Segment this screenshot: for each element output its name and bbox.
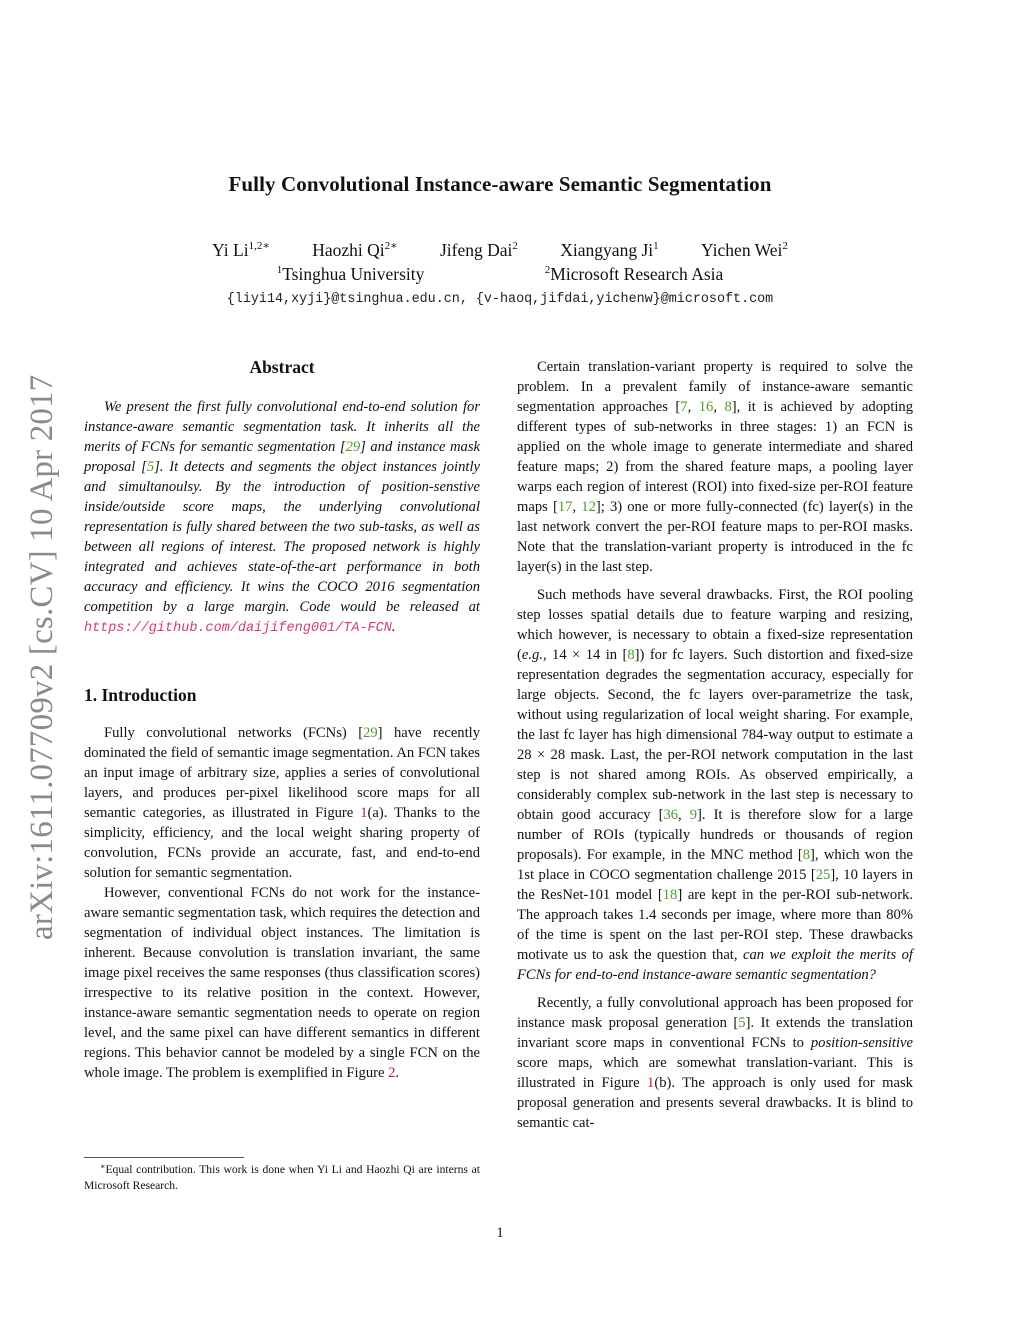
paragraph: However, conventional FCNs do not work for the instance-aware semantic segmentation task, which requires the detection and segmentation of individual object instances. The limitation is inherent. Because convolution is translation invariant, the same image pixel receives the same responses (thus classification scores) irrespective to its relative position in the context. However, instance-aware semantic segmentation needs to operate on region level, and the same pixel can have different semantics in different regions. This behavior cannot be modeled by a single FCN on the whole image. The problem is exemplified in Figure 2. — [84, 885, 480, 1081]
author-emails: {liyi14,xyji}@tsinghua.edu.cn, {v-haoq,jifdai,yichenw}@microsoft.com — [226, 292, 774, 307]
footnote-rule — [84, 1157, 244, 1158]
key-question: can we exploit the merits of FCNs for end-to-end instance-aware semantic segmentation? — [517, 947, 913, 983]
paragraph: Certain translation-variant property is required to solve the problem. In a prevalent family of instance-aware semantic segmentation approaches [7, 16, 8], it is achieved by adopting different types of sub-networks in three stages: 1) an FCN is applied on the whole image to generate intermediate and shared feature maps; 2) from the shared feature maps, a pooling layer warps each region of interest (ROI) into fixed-size per-ROI feature maps [17, 12]; 3) one or more fully-connected (fc) layer(s) in the last network convert the per-ROI feature maps to per-ROI masks. Note that the translation-variant property is introduced in the fc layer(s) in the last step. — [517, 359, 914, 575]
citation-link[interactable]: 36 — [663, 807, 679, 823]
affiliation-list — [0, 264, 1000, 285]
footnote: ∗Equal contribution. This work is done when Yi Li and Haozhi Qi are interns at Microsoft Research. — [84, 1162, 480, 1192]
abstract-heading: Abstract — [249, 357, 315, 377]
abstract-text: We present the first fully convolutional end-to-end solution for instance-aware semantic segmentation task. It inherits all the merits of FCNs for semantic segmentation [29] and instance mask proposal [5]. It detects and segments the object instances jointly and simultanoulsy. By the introduction of position-senstive inside/outside score maps, the underlying convolutional representation is fully shared between the two sub-tasks, as well as between all regions of interest. The proposed network is highly integrated and achieves state-of-the-art performance in both accuracy and efficiency. It wins the COCO 2016 segmentation competition by a large margin. Code would be released at https://github.com/daijifeng001/TA-FCN. — [84, 399, 480, 636]
citation-link[interactable]: 8 — [724, 399, 732, 415]
code-url-link[interactable]: https://github.com/daijifeng001/TA-FCN — [84, 621, 392, 636]
citation-link[interactable]: 17 — [557, 499, 573, 515]
citation-link[interactable]: 29 — [345, 439, 361, 455]
author: Jifeng Dai$^2$ — [439, 240, 518, 260]
citation-link[interactable]: 12 — [581, 499, 596, 515]
arxiv-stamp: arXiv:1611.07709v2 [cs.CV] 10 Apr 2017 — [24, 374, 60, 940]
right-column — [517, 357, 913, 1133]
left-column — [84, 355, 480, 1083]
section-heading-introduction: 1. Introduction — [84, 685, 197, 705]
paper-title: Fully Convolutional Instance-aware Semantic Segmentation — [228, 172, 772, 196]
affiliation: $^2$Microsoft Research Asia — [544, 264, 724, 284]
citation-link[interactable]: 9 — [689, 807, 698, 823]
citation-link[interactable]: 7 — [680, 399, 688, 415]
author: Haozhi $Qi^{2∗}$ — [312, 240, 398, 260]
paragraph: Recently, a fully convolutional approach has been proposed for instance mask proposal generation [5]. It extends the translation invariant score maps in conventional FCNs to position-sensitive score maps, which are somewhat translation-variant. This is illustrated in Figure 1(b). The approach is only used for mask proposal generation and presents several drawbacks. It is blind to semantic cat- — [517, 995, 913, 1131]
author: Xiangyang Ji$^1$ — [560, 240, 659, 260]
paragraph: Fully convolutional networks (FCNs) [29] have recently dominated the field of semantic image segmentation. An FCN takes an input image of arbitrary size, applies a series of convolutional layers, and produces per-pixel likelihood score maps for all semantic categories, as illustrated in Figure 1(a). Thanks to the simplicity, efficiency, and the local weight sharing property of convolution, FCNs provide an accurate, fast, and end-to-end solution for semantic segmentation. — [84, 725, 481, 881]
figure-ref-link[interactable]: 2 — [388, 1065, 396, 1081]
author: Yi $Li^{1,2∗}$ — [212, 240, 270, 260]
author-list — [0, 240, 1000, 261]
citation-link[interactable]: 18 — [662, 887, 678, 903]
citation-link[interactable]: 29 — [363, 725, 378, 741]
citation-link[interactable]: 5 — [738, 1015, 746, 1031]
page-number: 1 — [496, 1225, 504, 1241]
citation-link[interactable]: 25 — [815, 867, 831, 883]
citation-link[interactable]: 8 — [802, 847, 811, 863]
citation-link[interactable]: 8 — [627, 647, 635, 663]
affiliation: $^1$Tsinghua University — [276, 264, 425, 284]
paragraph: Such methods have several drawbacks. First, the ROI pooling step losses spatial details due to feature warping and resizing, which however, is necessary to obtain a fixed-size representation (e.g., 14 × 14 in [8]) for fc layers. Such distortion and fixed-size representation degrades the segmentation accuracy, especially for large objects. Second, the fc layers over-parametrize the task, without using regularization of local weight sharing. For example, the last fc layer has high dimensional 784-way output to estimate a 28 × 28 mask. Last, the per-ROI network computation in the last step is not shared among ROIs. As observed empirically, a considerably complex sub-network in the last step is necessary to obtain good accuracy [36, 9]. It is therefore slow for a large number of ROIs (typically hundreds or thousands of region proposals). For example, in the MNC method [8], which won the 1st place in COCO segmentation challenge 2015 [25], 10 layers in the ResNet-101 model [18] are kept in the per-ROI sub-network. The approach takes 1.4 seconds per image, where more than 80% of the time is spent on the last per-ROI step. These drawbacks motivate us to ask the question that, can we exploit the merits of FCNs for end-to-end instance-aware semantic segmentation? — [517, 587, 914, 983]
citation-link[interactable]: 16 — [698, 399, 714, 415]
author: Yichen Wei$^2$ — [701, 240, 788, 260]
figure-ref-link[interactable]: 1 — [360, 805, 368, 821]
figure-ref-link[interactable]: 1 — [647, 1075, 655, 1091]
citation-link[interactable]: 5 — [146, 459, 155, 475]
